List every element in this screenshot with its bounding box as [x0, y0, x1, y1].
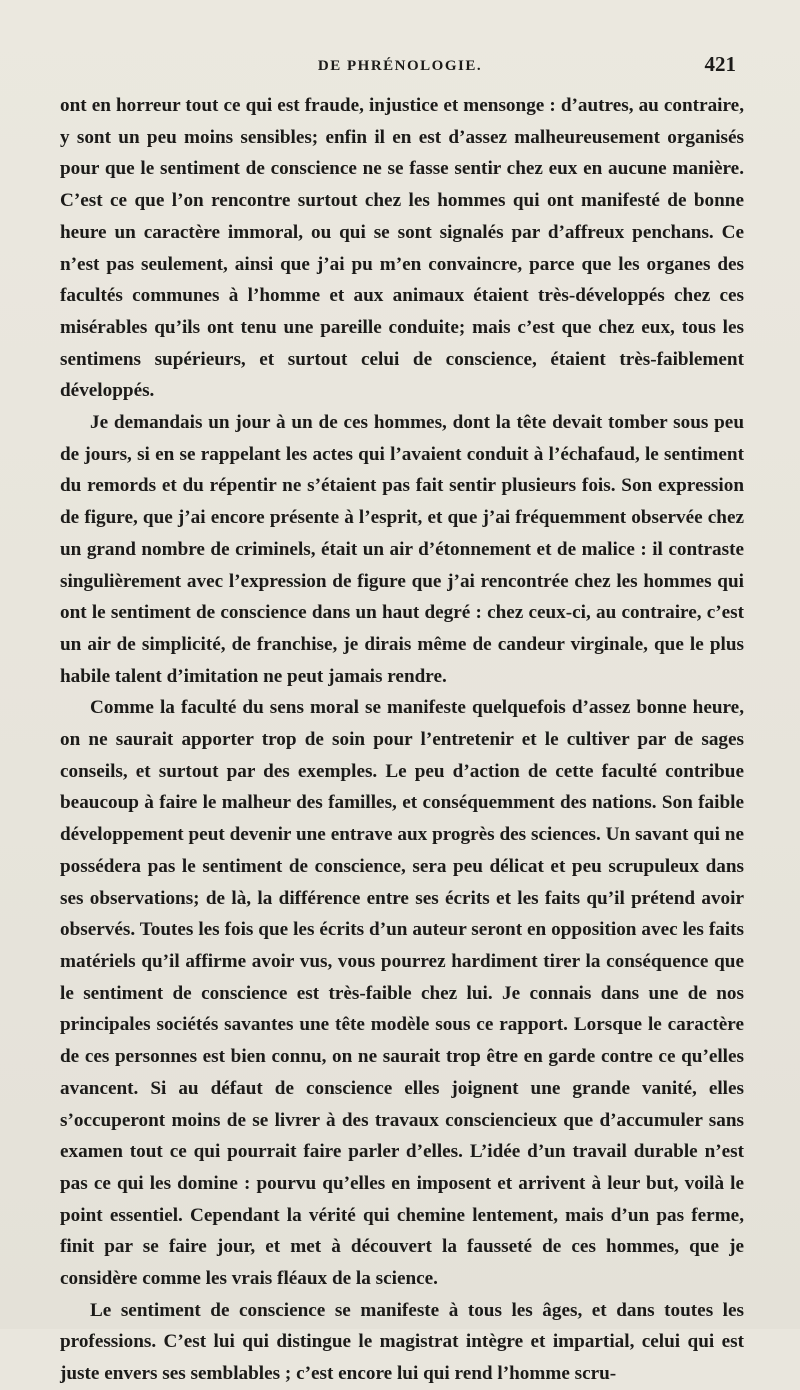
- paragraph-2: Je demandais un jour à un de ces hommes, dont la tête devait tomber sous peu de jours, si en se rappelant les actes qui l’avaient conduit à l’échafaud, le sentiment du remords et du répentir ne s’étaient pas fait sentir plusieurs fois. Son expression de figure, que j’ai encore présente à l’esprit, et que j’ai fréquemment observée chez un grand nombre de criminels, était un air d’étonnement et de malice : il contraste singulièrement avec l’expression de figure que j’ai rencontrée chez les hommes qui ont le sentiment de conscience dans un haut degré : chez ceux-ci, au contraire, c’est un air de simplicité, de franchise, je dirais même de candeur virginale, que le plus habile talent d’imitation ne peut jamais rendre.: [60, 412, 744, 687]
- paragraph-1: ont en horreur tout ce qui est fraude, injustice et mensonge : d’autres, au contraire, y sont un peu moins sensibles; enfin il en est d’assez malheureusement organisés pour que le sentiment de conscience ne se fasse sentir chez eux en aucune manière. C’est ce que l’on rencontre surtout chez les hommes qui ont manifesté de bonne heure un caractère immoral, ou qui se sont signalés par d’affreux penchans. Ce n’est pas seulement, ainsi que j’ai pu m’en convaincre, parce que les organes des facultés communes à l’homme et aux animaux étaient très-développés chez ces misérables qu’ils ont tenu une pareille conduite; mais c’est que chez eux, tous les sentimens supérieurs, et surtout celui de conscience, étaient très-faiblement développés.: [60, 95, 744, 402]
- paragraph-3: Comme la faculté du sens moral se manifeste quelquefois d’assez bonne heure, on ne saurait apporter trop de soin pour l’entretenir et le cultiver par de sages conseils, et surtout par des exemples. Le peu d’action de cette faculté contribue beaucoup à faire le malheur des familles, et conséquemment des nations. Son faible développement peut devenir une entrave aux progrès des sciences. Un savant qui ne possédera pas le sentiment de conscience, sera peu délicat et peu scrupuleux dans ses observations; de là, la différence entre ses écrits et les faits qu’il prétend avoir observés. Toutes les fois que les écrits d’un auteur seront en opposition avec les faits matériels qu’il affirme avoir vus, vous pourrez hardiment tirer la conséquence que le sentiment de conscience est très-faible chez lui. Je connais dans une de nos principales sociétés savantes une tête modèle sous ce rapport. Lorsque le caractère de ces personnes est bien connu, on ne saurait trop être en garde contre ce qu’elles avancent. Si au défaut de conscience elles joignent une grande vanité, elles s’occuperont moins de se livrer à des travaux consciencieux que d’accumuler sans examen tout ce qui pourrait faire parler d’elles. L’idée d’un travail durable n’est pas ce qui les domine : pourvu qu’elles en imposent et arrivent à leur but, voilà le point essentiel. Cependant la vérité qui chemine lentement, mais d’un pas ferme, finit par se faire jour, et met à découvert la fausseté de ces hommes, que je considère comme les vrais fléaux de la science.: [60, 697, 744, 1290]
- running-head: [0, 52, 800, 82]
- running-title: DE PHRÉNOLOGIE.: [317, 58, 483, 74]
- page-number: 421: [704, 52, 736, 76]
- paragraph-4: Le sentiment de conscience se manifeste à tous les âges, et dans toutes les professions. C’est lui qui distingue le magistrat intègre et impartial, celui qui est juste envers ses semblables ; c’est encore lui qui rend l’homme scru-: [60, 1299, 744, 1385]
- body-text: [60, 90, 744, 1390]
